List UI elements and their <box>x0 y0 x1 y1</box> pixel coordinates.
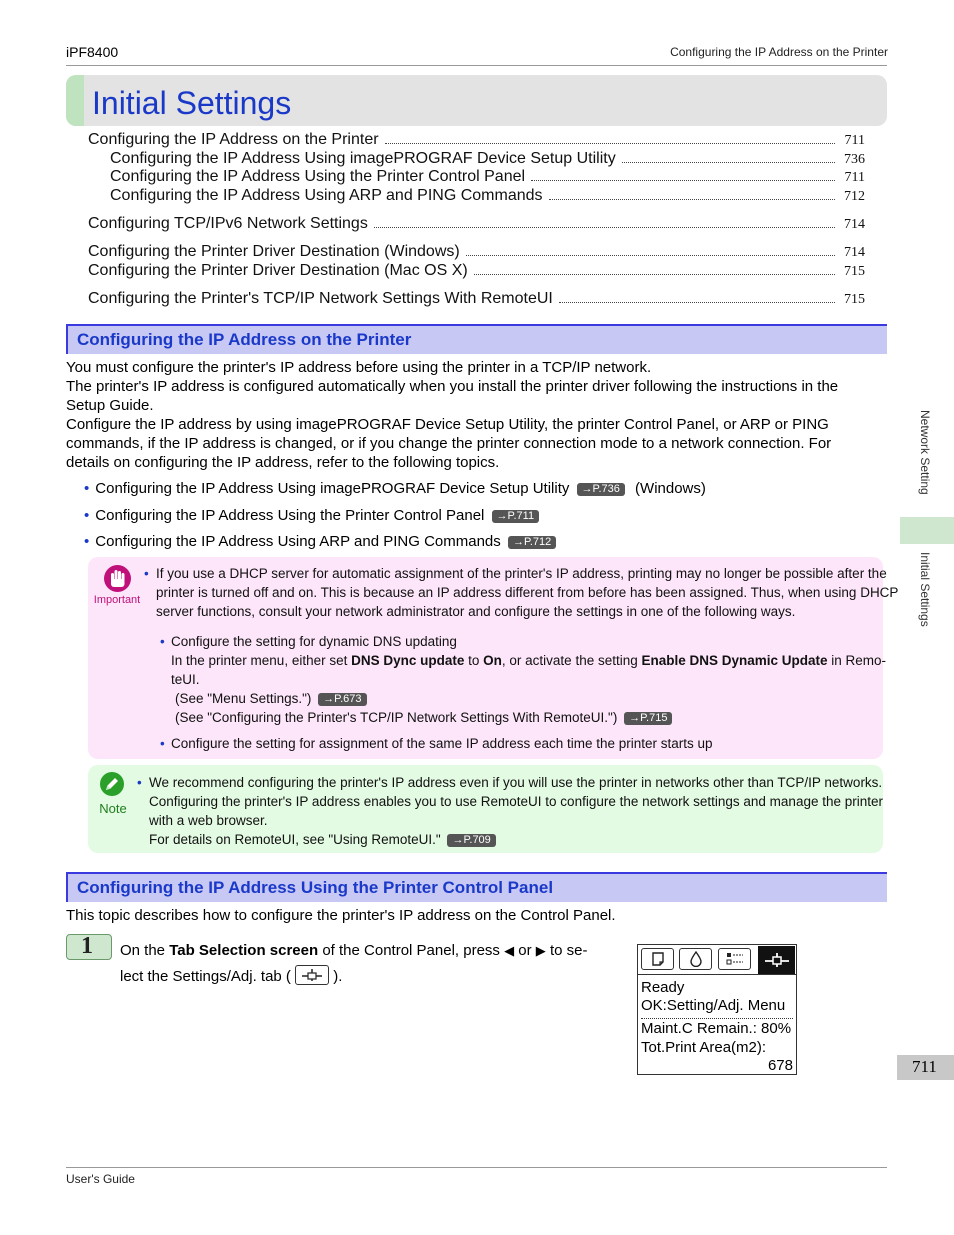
setting-name: Enable DNS Dynamic Update <box>641 653 828 668</box>
toc-item[interactable] <box>88 215 865 233</box>
step-instruction: On the Tab Selection screen of the Control Panel, press ◀ or ▶ to se- lect the Settings/Adj. tab ( ). <box>120 942 588 985</box>
note-line: We recommend configuring the printer's IP address even if you will use the printer in networks other than TCP/IP networks. <box>149 775 883 790</box>
page-ref-link[interactable]: →P.712 <box>508 536 556 549</box>
toc-leader <box>474 274 835 275</box>
toc-item-title: Configuring the IP Address Using the Printer Control Panel <box>110 168 526 185</box>
toc-item-title: Configuring the IP Address Using ARP and PING Commands <box>110 187 543 204</box>
tab-settings-adj[interactable] <box>758 946 795 974</box>
sidebar-section: Initial Settings <box>918 552 932 627</box>
control-panel-display <box>637 944 797 1075</box>
header-section: Configuring the IP Address on the Printer <box>670 45 888 59</box>
page-ref-link[interactable]: →P.673 <box>318 693 366 706</box>
list-item <box>84 533 556 550</box>
note-line: For details on RemoteUI, see "Using RemoteUI." →P.709 <box>149 830 877 849</box>
toc-item-page: 714 <box>844 217 865 232</box>
section-heading-text: Configuring the IP Address on the Printer <box>77 330 412 349</box>
step-number-text: 1 <box>81 933 93 959</box>
left-arrow-icon: ◀ <box>504 943 515 958</box>
toc-item-title: Configuring the Printer Driver Destination (Windows) <box>88 243 460 260</box>
header-model: iPF8400 <box>66 44 119 60</box>
sub-item-detail: teUI. <box>171 672 200 687</box>
toc-item[interactable] <box>110 168 865 186</box>
sub-item-title: Configure the setting for assignment of the same IP address each time the printer starts up <box>171 736 713 751</box>
bullet-icon: • <box>137 775 142 790</box>
section-body <box>66 358 876 472</box>
toc-item-title: Configuring the Printer's TCP/IP Network Settings With RemoteUI <box>88 290 553 307</box>
lcd-hint: OK:Setting/Adj. Menu <box>641 997 786 1014</box>
page-number-box <box>897 1055 954 1080</box>
list-item <box>84 507 539 524</box>
list-item <box>84 480 706 497</box>
toc-item[interactable] <box>110 187 865 205</box>
important-line: If you use a DHCP server for automatic assignment of the printer's IP address, printing may no longer be possible after the <box>156 566 887 581</box>
toc-item-page: 715 <box>844 264 865 279</box>
page-ref-link[interactable]: →P.736 <box>577 483 625 496</box>
bullet-icon: • <box>84 507 90 524</box>
page-number: 711 <box>912 1057 937 1076</box>
toc-item-page: 711 <box>844 170 865 185</box>
list-item-text: Configuring the IP Address Using imagePROGRAF Device Setup Utility <box>95 480 570 497</box>
toc-leader <box>385 143 835 144</box>
pencil-icon <box>99 771 125 797</box>
tab-ink[interactable] <box>679 948 712 970</box>
lcd-total-area-value: 678 <box>767 1057 793 1074</box>
note-label: Note <box>99 801 127 816</box>
page-title: Initial Settings <box>92 85 292 121</box>
settings-tab-icon <box>295 965 329 985</box>
paper-icon <box>650 952 666 966</box>
page-ref-link[interactable]: →P.709 <box>447 834 495 847</box>
note-line: with a web browser. <box>149 813 268 828</box>
important-line: server functions, consult your network administrator and configure the settings in one of the following ways. <box>156 604 796 619</box>
step-number <box>66 934 112 960</box>
important-callout <box>88 557 899 759</box>
section-heading <box>66 872 887 902</box>
important-sub-item <box>160 734 880 753</box>
bullet-icon: • <box>84 480 90 497</box>
toc-item-title: Configuring TCP/IPv6 Network Settings <box>88 215 368 232</box>
sub-item-title: Configure the setting for dynamic DNS updating <box>171 634 457 649</box>
toc-item[interactable] <box>88 131 865 149</box>
screen-name: Tab Selection screen <box>169 942 319 959</box>
toc-item-page: 714 <box>844 245 865 260</box>
see-reference: (See "Menu Settings.") →P.673 <box>171 689 880 708</box>
page-ref-link[interactable]: →P.715 <box>624 712 672 725</box>
paragraph: The printer's IP address is configured automatically when you install the printer driver following the instructions in the Setup Guide. <box>66 378 839 414</box>
note-line: Configuring the printer's IP address enables you to use RemoteUI to configure the network settings and manage the printer <box>149 794 884 809</box>
lcd-dotted-divider <box>641 1018 793 1019</box>
lcd-maint-remain: Maint.C Remain.: 80% <box>641 1020 792 1037</box>
sub-item-detail: In the printer menu, either set DNS Dync update to On, or activate the setting Enable DNS Dynamic Update in Remo- <box>171 653 887 668</box>
list-item-text: Configuring the IP Address Using ARP and PING Commands <box>95 533 501 550</box>
page-ref-link[interactable]: →P.711 <box>492 510 540 523</box>
important-label: Important <box>93 594 141 606</box>
list-item-suffix: (Windows) <box>635 480 706 497</box>
hand-stop-icon <box>103 564 132 593</box>
note-callout <box>88 765 883 853</box>
toc-item-page: 715 <box>844 292 865 307</box>
menu-item-name: DNS Dync update <box>351 653 465 668</box>
title-accent <box>66 75 84 126</box>
note-text <box>137 773 884 849</box>
bullet-icon: • <box>160 634 165 649</box>
paragraph: You must configure the printer's IP address before using the printer in a TCP/IP network. <box>66 359 652 376</box>
setting-value: On <box>483 653 502 668</box>
important-text <box>144 564 899 621</box>
settings-adjust-icon <box>762 951 792 969</box>
toc-leader <box>531 180 835 181</box>
section-intro: This topic describes how to configure the printer's IP address on the Control Panel. <box>66 907 616 924</box>
ink-drop-icon <box>689 951 703 967</box>
toc-item-title: Configuring the IP Address on the Printer <box>88 131 379 148</box>
see-reference: (See "Configuring the Printer's TCP/IP Network Settings With RemoteUI.") →P.715 <box>171 708 880 727</box>
toc-item[interactable] <box>88 243 865 261</box>
section-heading <box>66 324 887 354</box>
paragraph: Configure the IP address by using imagePROGRAF Device Setup Utility, the printer Control Panel, or ARP or PING commands, if the IP address is changed, or if you change the printer connection mode to a network connection. For details on configuring the IP address, refer to the following topics. <box>66 416 832 471</box>
important-sub-item <box>160 632 887 727</box>
toc-leader <box>466 255 835 256</box>
toc-item-page: 712 <box>844 189 865 204</box>
tab-media[interactable] <box>641 948 674 970</box>
toc-leader <box>559 302 835 303</box>
sidebar-chapter: Network Setting <box>918 410 932 495</box>
important-line: printer is turned off and on. This is because an IP address different from before has been assigned. Thus, when using DHCP <box>156 585 899 600</box>
bullet-icon: • <box>144 566 149 581</box>
job-list-icon <box>726 952 744 966</box>
toc-item-page: 736 <box>844 152 865 167</box>
toc-item-page: 711 <box>844 133 865 148</box>
toc-item-title: Configuring the Printer Driver Destination (Mac OS X) <box>88 262 468 279</box>
lcd-total-area-label: Tot.Print Area(m2): <box>641 1039 767 1056</box>
bullet-icon: • <box>160 736 165 751</box>
header-divider <box>66 65 887 66</box>
toc-leader <box>622 162 835 163</box>
toc-item[interactable] <box>110 150 865 168</box>
toc-item-title: Configuring the IP Address Using imagePROGRAF Device Setup Utility <box>110 150 616 167</box>
list-item-text: Configuring the IP Address Using the Printer Control Panel <box>95 507 485 524</box>
toc-leader <box>549 199 835 200</box>
footer-text: User's Guide <box>66 1172 135 1186</box>
sidebar-active-marker <box>900 517 954 544</box>
toc-item[interactable] <box>88 262 865 280</box>
title-banner <box>66 75 887 126</box>
lcd-status: Ready <box>641 979 685 996</box>
toc-leader <box>374 227 835 228</box>
right-arrow-icon: ▶ <box>535 943 546 958</box>
toc-item[interactable] <box>88 290 865 308</box>
tab-job[interactable] <box>718 948 751 970</box>
lcd-divider <box>638 974 796 975</box>
section-heading-text: Configuring the IP Address Using the Printer Control Panel <box>77 878 554 897</box>
bullet-icon: • <box>84 533 90 550</box>
footer-divider <box>66 1167 887 1168</box>
